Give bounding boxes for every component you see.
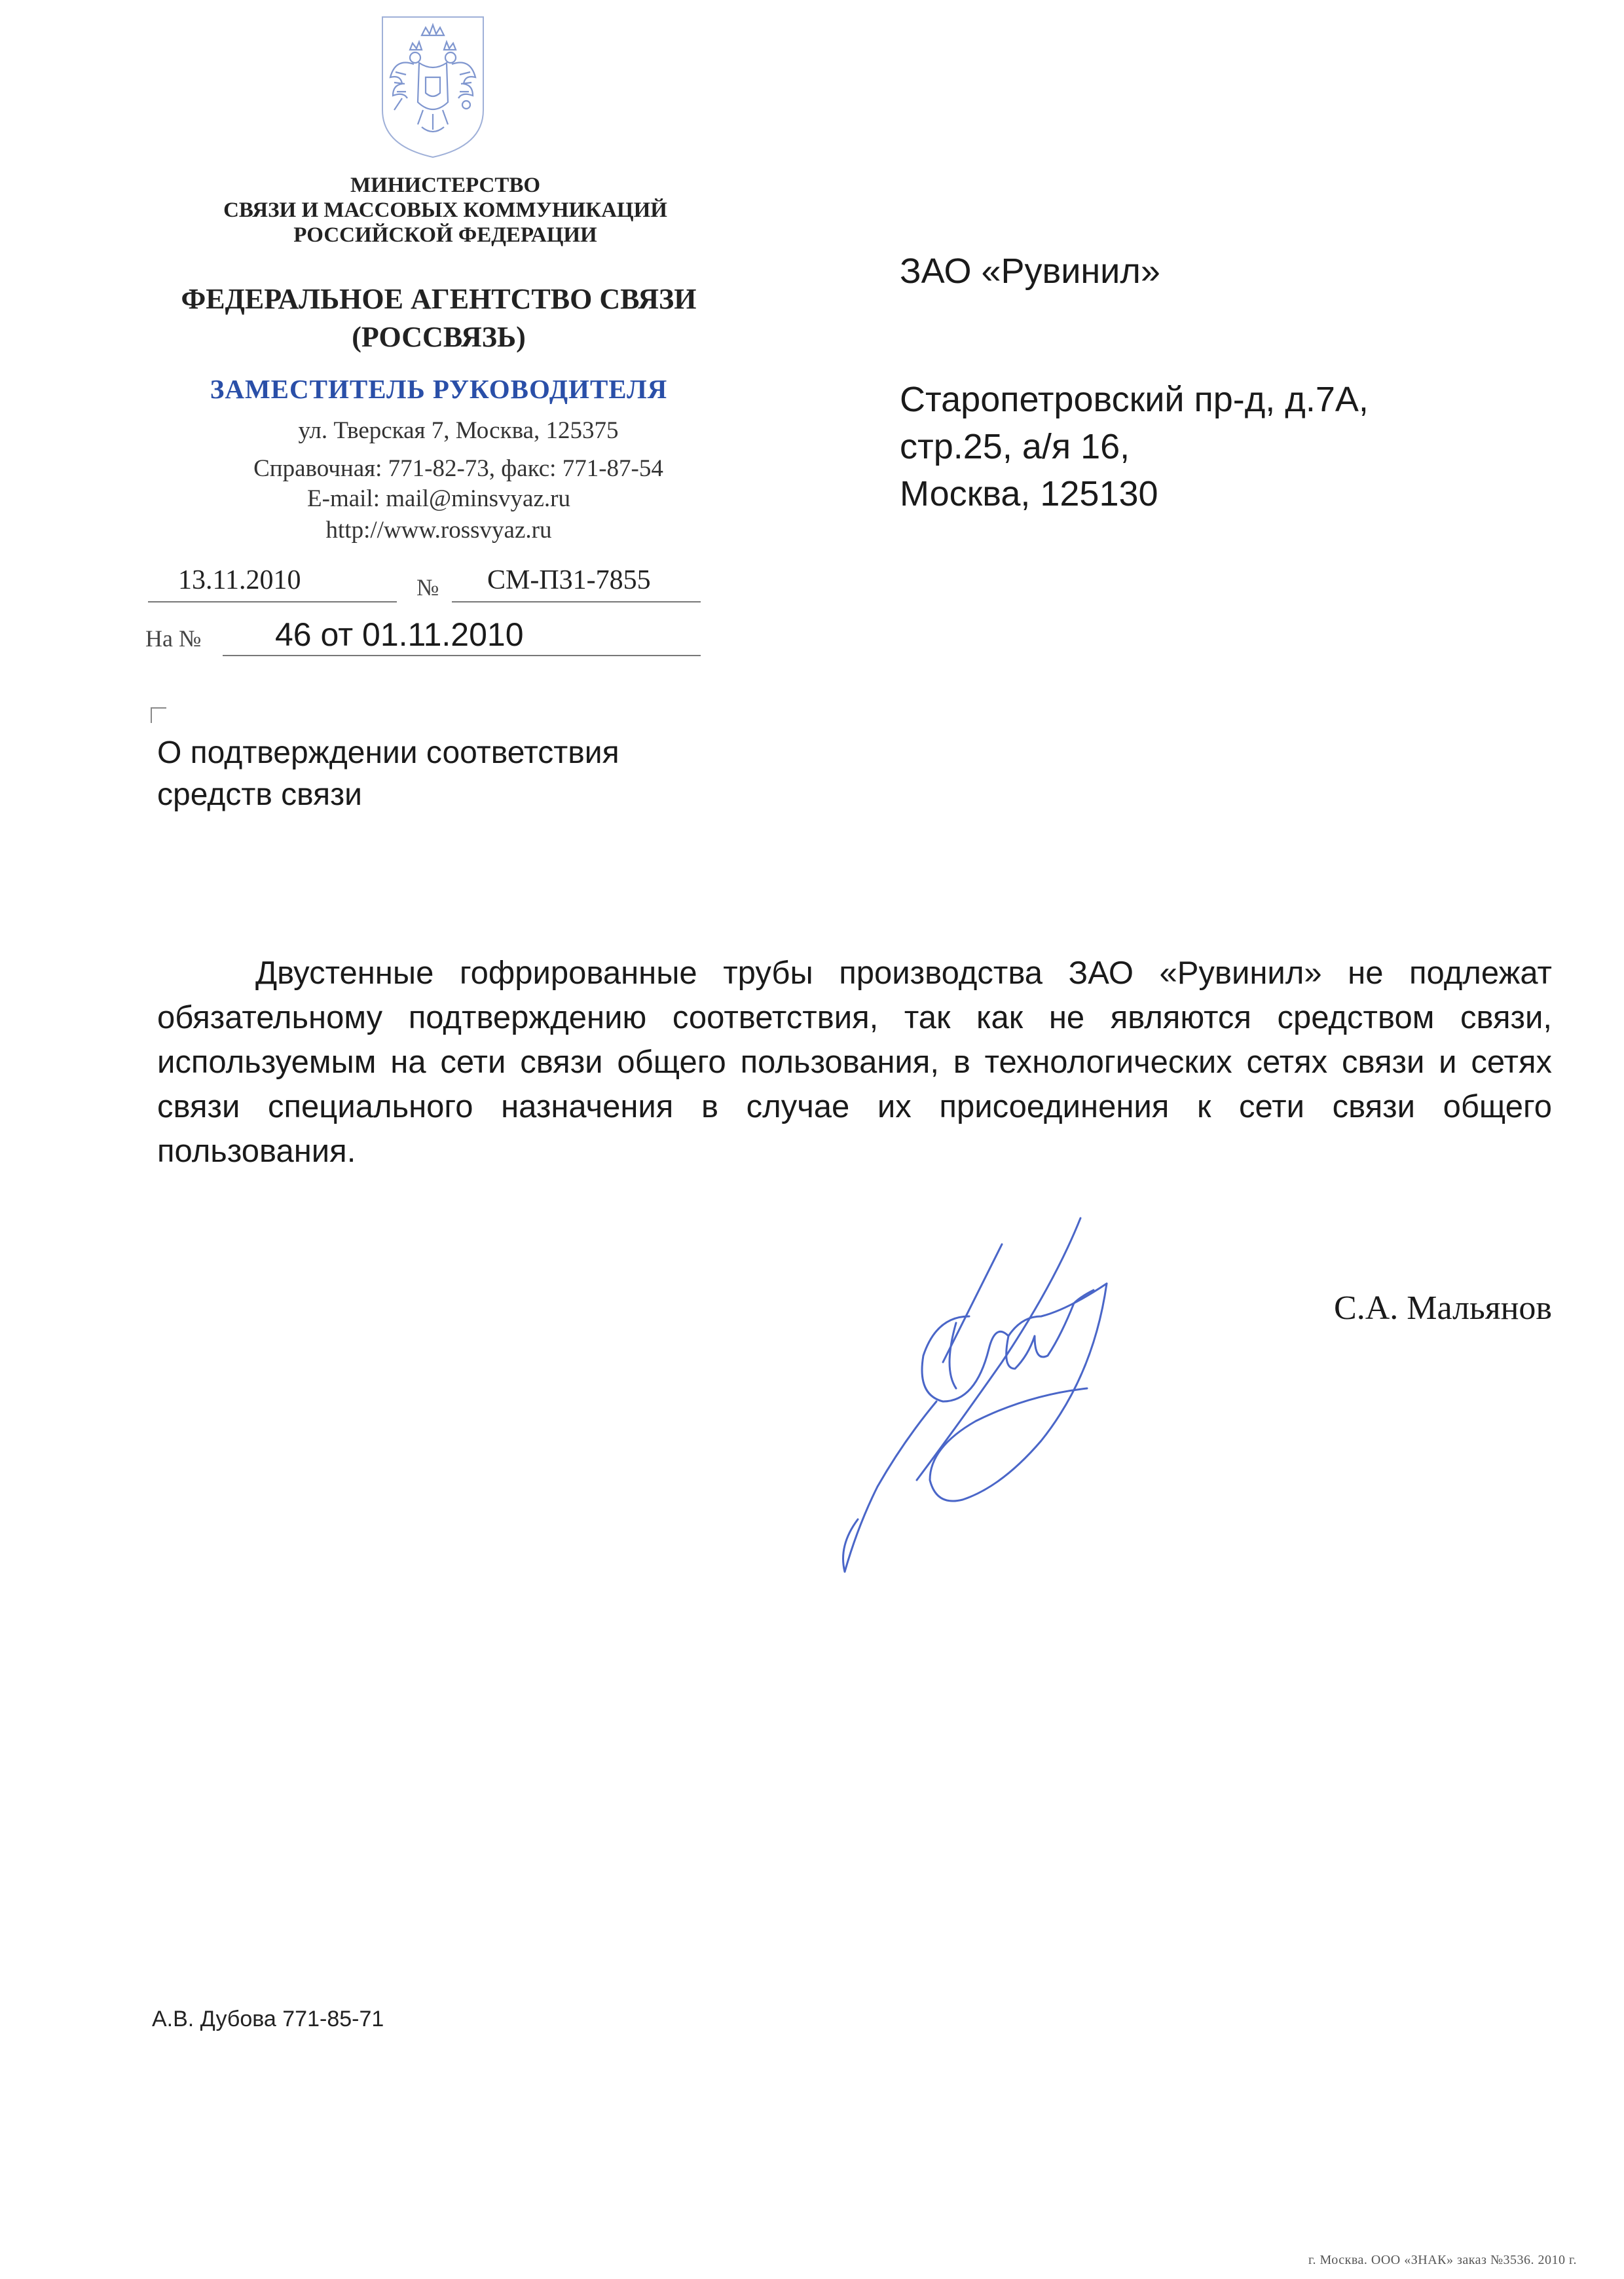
subject-line: О подтверждении соответствия	[157, 735, 619, 770]
addressee-name: ЗАО «Рувинил»	[900, 251, 1160, 291]
handwritten-signature	[805, 1205, 1172, 1598]
outgoing-date: 13.11.2010	[178, 565, 301, 595]
number-label: №	[416, 574, 439, 601]
contact-website: http://www.rossvyaz.ru	[325, 517, 552, 544]
contact-email: E-mail: mail@minsvyaz.ru	[307, 485, 570, 512]
ministry-name	[151, 173, 740, 248]
reply-reference-field	[223, 616, 701, 656]
subject-corner-mark	[151, 707, 166, 723]
agency-line: ФЕДЕРАЛЬНОЕ АГЕНТСТВО СВЯЗИ	[181, 283, 697, 315]
outgoing-number: СМ-П31-7855	[487, 565, 651, 595]
contact-phones: Справочная: 771-82-73, факс: 771-87-54	[253, 455, 663, 482]
outgoing-number-field	[452, 565, 701, 602]
address-line: Старопетровский пр-д, д.7А,	[900, 380, 1369, 419]
agency-line: (РОССВЯЗЬ)	[352, 321, 526, 353]
subject-line: средств связи	[157, 777, 362, 812]
ministry-line: МИНИСТЕРСТВО	[350, 174, 541, 197]
address-line: стр.25, а/я 16,	[900, 427, 1130, 466]
reply-reference: 46 от 01.11.2010	[275, 616, 524, 653]
signer-name: С.А. Мальянов	[1334, 1289, 1552, 1327]
printer-note: г. Москва. ООО «ЗНАК» заказ №3536. 2010 г.	[1308, 2253, 1577, 2267]
outgoing-date-field	[148, 565, 397, 602]
executor-contact: А.В. Дубова 771-85-71	[152, 2007, 384, 2031]
ministry-line: РОССИЙСКОЙ ФЕДЕРАЦИИ	[293, 223, 597, 247]
contact-address: ул. Тверская 7, Москва, 125375	[298, 417, 619, 444]
coat-of-arms-icon	[376, 12, 490, 161]
subject	[157, 732, 619, 816]
ministry-line: СВЯЗИ И МАССОВЫХ КОММУНИКАЦИЙ	[223, 198, 667, 222]
addressee-address	[900, 376, 1369, 517]
reply-label: На №	[145, 625, 202, 652]
position-title: ЗАМЕСТИТЕЛЬ РУКОВОДИТЕЛЯ	[210, 374, 668, 404]
agency-name	[144, 280, 733, 356]
letter-body: Двустенные гофрированные трубы производства ЗАО «Рувинил» не подлежат обязательному подтверждению соответствия, так как не являются средством связи, используемым на сети связи общего пользования, в технологических сетях связи и сетях связи специального назначения в случае их присоединения к сети связи общего пользования.	[157, 955, 1552, 1169]
address-line: Москва, 125130	[900, 474, 1158, 513]
